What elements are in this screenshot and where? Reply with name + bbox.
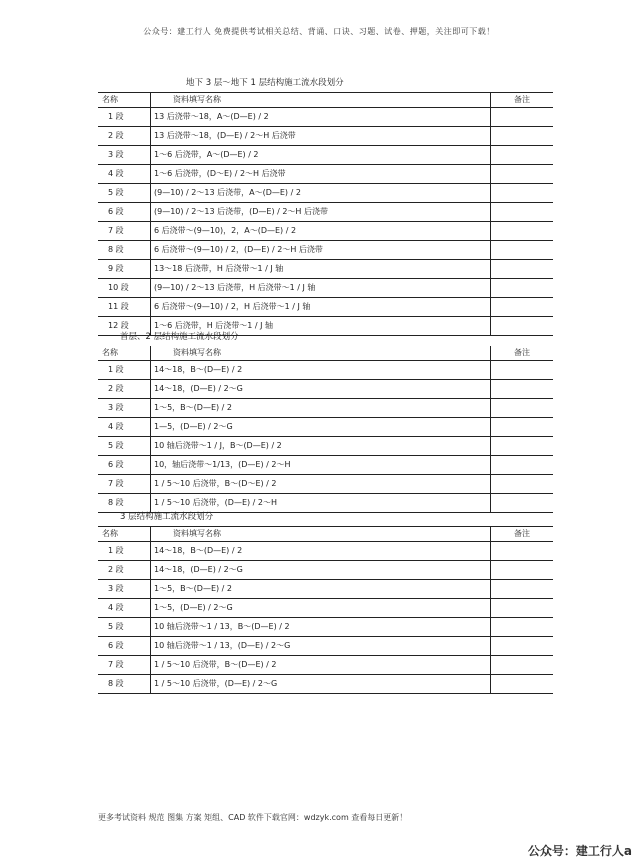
row-name: 7 段 xyxy=(98,475,151,494)
section-title-f3: 3 层结构施工流水段划分 xyxy=(120,512,214,522)
table-row xyxy=(98,380,553,399)
row-name: 12 段 xyxy=(98,317,151,336)
row-note xyxy=(491,580,554,599)
row-desc: 1 / 5～10 后浇带，(D—E) / 2～H xyxy=(151,494,491,513)
row-desc: 10，轴后浇带～1/13，(D—E) / 2～H xyxy=(151,456,491,475)
row-note xyxy=(491,675,554,694)
header-note: 备注 xyxy=(491,93,554,108)
table-row xyxy=(98,279,553,298)
row-name: 1 段 xyxy=(98,542,151,561)
row-note xyxy=(491,260,554,279)
row-note xyxy=(491,618,554,637)
table-row xyxy=(98,561,553,580)
row-name: 4 段 xyxy=(98,165,151,184)
row-name: 4 段 xyxy=(98,418,151,437)
row-desc: 1—5，(D—E) / 2～G xyxy=(151,418,491,437)
row-name: 3 段 xyxy=(98,146,151,165)
row-name: 5 段 xyxy=(98,618,151,637)
row-desc: 13～18 后浇带，H 后浇带～1 / J 轴 xyxy=(151,260,491,279)
table-row xyxy=(98,298,553,317)
row-note xyxy=(491,456,554,475)
header-desc: 资料填写名称 xyxy=(151,93,491,108)
row-note xyxy=(491,361,554,380)
row-desc: 14～18，(D—E) / 2～G xyxy=(151,561,491,580)
table-row xyxy=(98,599,553,618)
row-desc: 1 / 5～10 后浇带，B～(D—E) / 2 xyxy=(151,656,491,675)
table-row xyxy=(98,399,553,418)
table-row xyxy=(98,456,553,475)
row-desc: 1～5，B～(D—E) / 2 xyxy=(151,399,491,418)
row-desc: 10 轴后浇带～1 / 13，(D—E) / 2～G xyxy=(151,637,491,656)
row-name: 6 段 xyxy=(98,203,151,222)
row-desc: 10 轴后浇带～1 / 13，B～(D—E) / 2 xyxy=(151,618,491,637)
row-name: 7 段 xyxy=(98,656,151,675)
section-title-b3-b1: 地下 3 层～地下 1 层结构施工流水段划分 xyxy=(186,78,344,88)
header-name: 名称 xyxy=(98,527,151,542)
table-b3-b1 xyxy=(98,92,553,336)
row-name: 2 段 xyxy=(98,127,151,146)
row-desc: 1～5，(D—E) / 2～G xyxy=(151,599,491,618)
footer-download-note: 更多考试资料 规范 图集 方案 矩组、CAD 软件下载官网：wdzyk.com 查看每日更新！ xyxy=(98,813,408,822)
row-note xyxy=(491,165,554,184)
row-note xyxy=(491,298,554,317)
row-desc: 10 轴后浇带～1 / J，B～(D—E) / 2 xyxy=(151,437,491,456)
table-header-row xyxy=(98,93,553,108)
row-note xyxy=(491,146,554,165)
header-desc: 资料填写名称 xyxy=(151,346,491,361)
table-row xyxy=(98,437,553,456)
table-row xyxy=(98,580,553,599)
row-name: 10 段 xyxy=(98,279,151,298)
row-desc: (9—10) / 2～13 后浇带，H 后浇带～1 / J 轴 xyxy=(151,279,491,298)
row-name: 7 段 xyxy=(98,222,151,241)
header-name: 名称 xyxy=(98,346,151,361)
table-row xyxy=(98,361,553,380)
row-desc: 1～5，B～(D—E) / 2 xyxy=(151,580,491,599)
row-desc: 6 后浇带～(9—10) / 2，H 后浇带～1 / J 轴 xyxy=(151,298,491,317)
row-note xyxy=(491,222,554,241)
table-header-row xyxy=(98,527,553,542)
row-note xyxy=(491,475,554,494)
row-name: 8 段 xyxy=(98,675,151,694)
header-note: 备注 xyxy=(491,527,554,542)
table-row xyxy=(98,222,553,241)
table-row xyxy=(98,260,553,279)
header-name: 名称 xyxy=(98,93,151,108)
row-note xyxy=(491,599,554,618)
row-desc: 1～6 后浇带，A～(D—E) / 2 xyxy=(151,146,491,165)
row-note xyxy=(491,418,554,437)
row-name: 1 段 xyxy=(98,108,151,127)
row-note xyxy=(491,637,554,656)
row-desc: 1～6 后浇带，(D～E) / 2～H 后浇带 xyxy=(151,165,491,184)
row-name: 11 段 xyxy=(98,298,151,317)
table-row xyxy=(98,656,553,675)
row-note xyxy=(491,437,554,456)
row-note xyxy=(491,108,554,127)
table-row xyxy=(98,241,553,260)
table-row xyxy=(98,637,553,656)
row-desc: (9—10) / 2～13 后浇带，A～(D—E) / 2 xyxy=(151,184,491,203)
row-name: 5 段 xyxy=(98,437,151,456)
row-note xyxy=(491,184,554,203)
table-row xyxy=(98,146,553,165)
row-note xyxy=(491,203,554,222)
table-row xyxy=(98,203,553,222)
watermark-text: 公众号：建工行人a xyxy=(527,844,632,858)
row-note xyxy=(491,241,554,260)
section-title-f1-f2: 首层、2 层结构施工流水段划分 xyxy=(120,332,239,342)
row-note xyxy=(491,279,554,298)
row-name: 8 段 xyxy=(98,241,151,260)
row-name: 2 段 xyxy=(98,380,151,399)
row-desc: 13 后浇带～18，A～(D—E) / 2 xyxy=(151,108,491,127)
table-row xyxy=(98,108,553,127)
row-desc: 1～6 后浇带，H 后浇带～1 / J 轴 xyxy=(151,317,491,336)
row-note xyxy=(491,561,554,580)
row-note xyxy=(491,127,554,146)
row-name: 5 段 xyxy=(98,184,151,203)
table-row xyxy=(98,675,553,694)
header-note: 备注 xyxy=(491,346,554,361)
table-header-row xyxy=(98,346,553,361)
row-note xyxy=(491,380,554,399)
table-row xyxy=(98,165,553,184)
table-row xyxy=(98,418,553,437)
row-name: 6 段 xyxy=(98,456,151,475)
row-desc: 14～18，B～(D—E) / 2 xyxy=(151,361,491,380)
row-desc: 13 后浇带～18，(D—E) / 2～H 后浇带 xyxy=(151,127,491,146)
row-note xyxy=(491,494,554,513)
row-desc: 1 / 5～10 后浇带，B～(D～E) / 2 xyxy=(151,475,491,494)
row-name: 1 段 xyxy=(98,361,151,380)
top-banner: 公众号：建工行人 免费提供考试相关总结、背诵、口诀、习题、试卷、押题，关注即可下载！ xyxy=(143,27,495,36)
row-name: 3 段 xyxy=(98,580,151,599)
table-row xyxy=(98,542,553,561)
header-desc: 资料填写名称 xyxy=(151,527,491,542)
row-note xyxy=(491,399,554,418)
table-f1-f2 xyxy=(98,346,553,513)
row-desc: 6 后浇带～(9—10)，2，A～(D—E) / 2 xyxy=(151,222,491,241)
table-row xyxy=(98,127,553,146)
table-row xyxy=(98,618,553,637)
row-desc: (9—10) / 2～13 后浇带，(D—E) / 2～H 后浇带 xyxy=(151,203,491,222)
row-name: 6 段 xyxy=(98,637,151,656)
row-desc: 1 / 5～10 后浇带，(D—E) / 2～G xyxy=(151,675,491,694)
table-row xyxy=(98,184,553,203)
table-row xyxy=(98,475,553,494)
row-name: 3 段 xyxy=(98,399,151,418)
row-name: 4 段 xyxy=(98,599,151,618)
row-name: 2 段 xyxy=(98,561,151,580)
row-note xyxy=(491,542,554,561)
row-name: 8 段 xyxy=(98,494,151,513)
row-desc: 14～18，(D—E) / 2～G xyxy=(151,380,491,399)
row-note xyxy=(491,656,554,675)
table-f3 xyxy=(98,526,553,694)
row-note xyxy=(491,317,554,336)
row-desc: 14～18，B～(D—E) / 2 xyxy=(151,542,491,561)
row-desc: 6 后浇带～(9—10) / 2，(D—E) / 2～H 后浇带 xyxy=(151,241,491,260)
row-name: 9 段 xyxy=(98,260,151,279)
